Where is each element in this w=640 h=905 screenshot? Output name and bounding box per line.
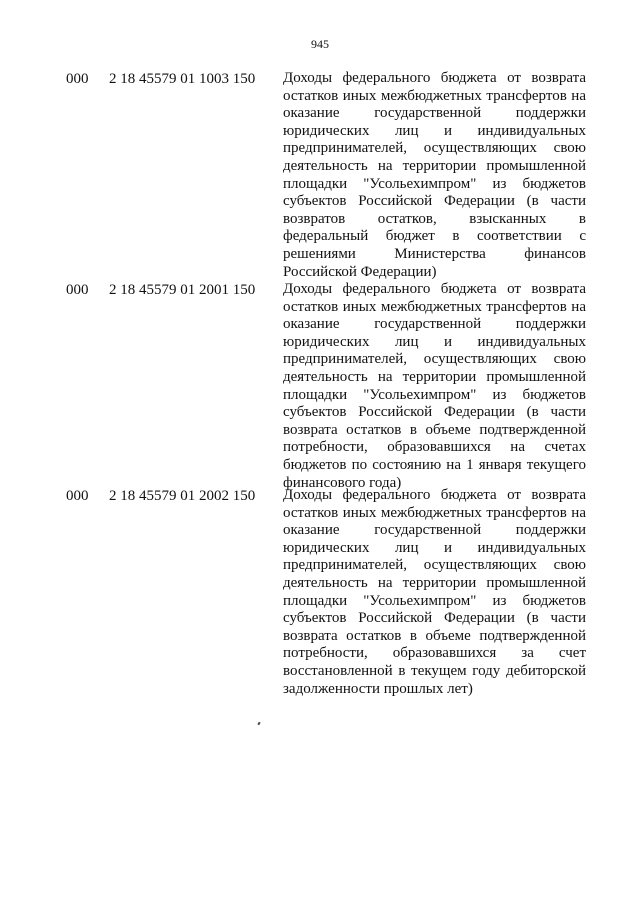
budget-classification-code: 2 18 45579 01 1003 150 [109,71,256,87]
budget-classification-code: 2 18 45579 01 2002 150 [109,488,256,504]
budget-classification-code: 2 18 45579 01 2001 150 [109,282,256,298]
admin-code: 000 [66,282,89,298]
admin-code: 000 [66,488,89,504]
scan-speck [257,722,260,726]
page-number: 945 [311,37,329,51]
admin-code: 000 [66,71,89,87]
entry-description: Доходы федерального бюджета от возврата остатков иных межбюджетных трансфертов на оказание государственной поддержки юридических лиц и индивидуальных предпринимателей, осуществляющих свою деятельность на территории промышленной площадки "Усольехимпром" из бюджетов субъектов Российской Федерации (в части возврата остатков в объеме подтвержденной потребности, образовавшихся на счетах бюджетов по состоянию на 1 января текущего финансового года) [283,281,586,491]
entry-description: Доходы федерального бюджета от возврата остатков иных межбюджетных трансфертов на оказание государственной поддержки юридических лиц и индивидуальных предпринимателей, осуществляющих свою деятельность на территории промышленной площадки "Усольехимпром" из бюджетов субъектов Российской Федерации (в части возвратов остатков, взысканных в федеральный бюджет в соответствии с решениями Министерства финансов Российской Федерации) [283,70,586,280]
entry-description: Доходы федерального бюджета от возврата остатков иных межбюджетных трансфертов на оказание государственной поддержки юридических лиц и индивидуальных предпринимателей, осуществляющих свою деятельность на территории промышленной площадки "Усольехимпром" из бюджетов субъектов Российской Федерации (в части возврата остатков в объеме подтвержденной потребности, образовавшихся за счет восстановленной в текущем году дебиторской задолженности прошлых лет) [283,487,586,697]
